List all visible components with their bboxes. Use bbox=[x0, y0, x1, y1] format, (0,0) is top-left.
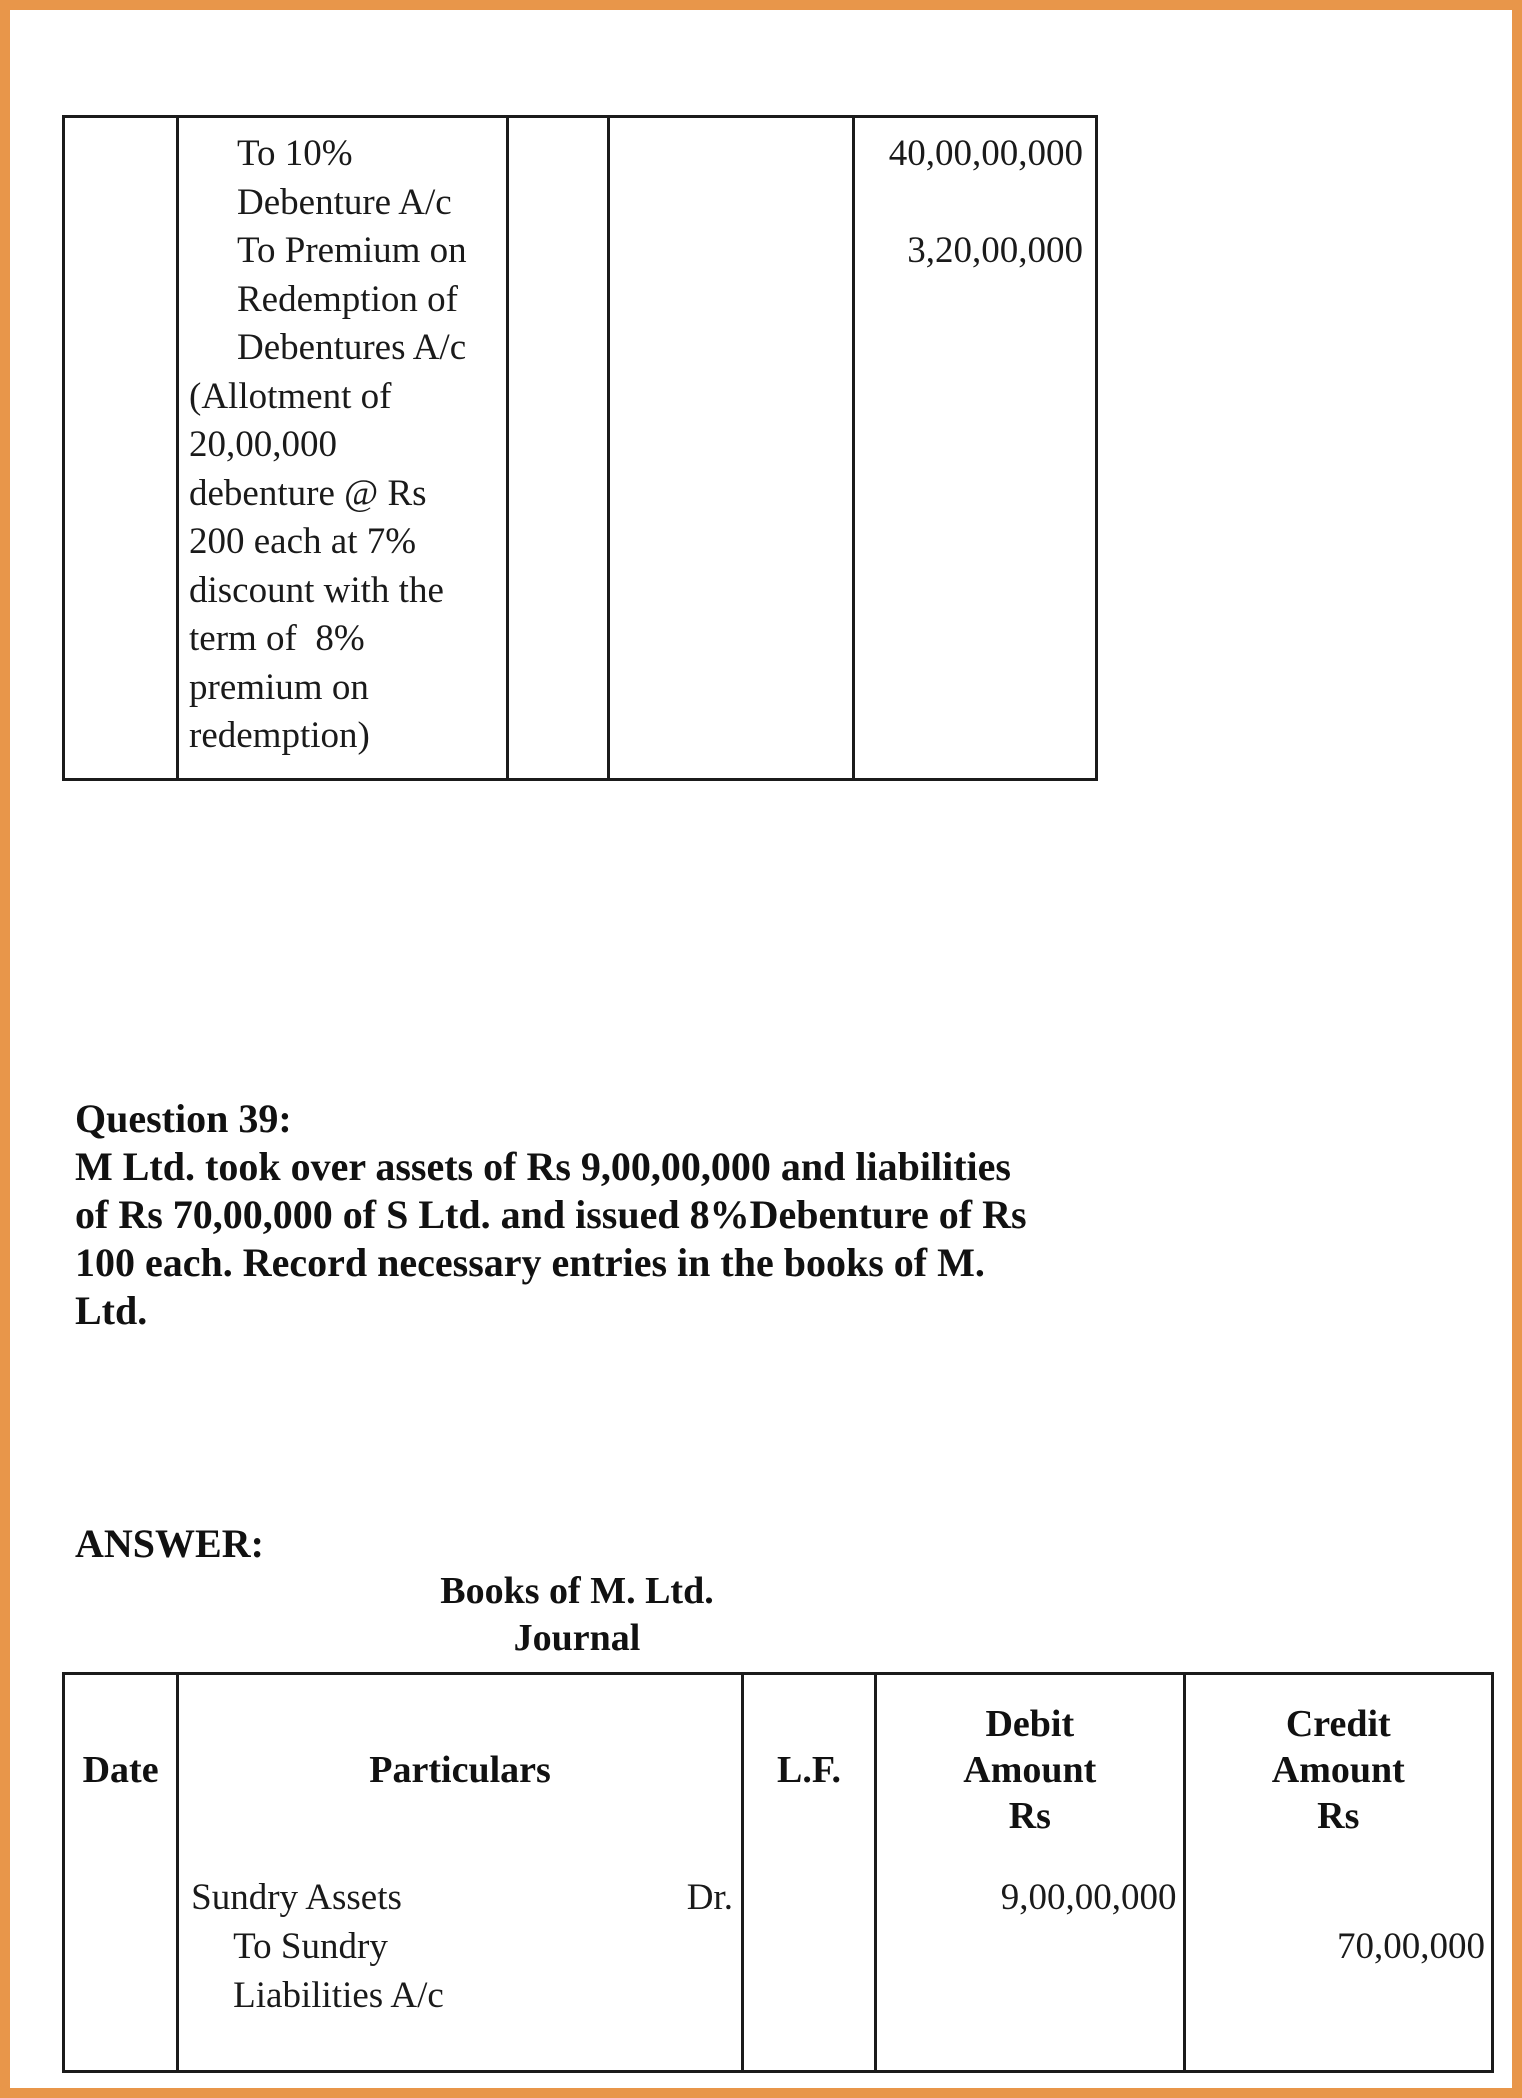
lf-value bbox=[509, 118, 607, 130]
credit-line: 40,00,00,000 bbox=[888, 133, 1083, 174]
particulars-main-row bbox=[191, 1873, 733, 1922]
particulars-line: To Premium on bbox=[237, 230, 467, 271]
cell-debit-amount bbox=[609, 117, 854, 780]
particulars-line: redemption) bbox=[189, 715, 370, 756]
books-title: Books of M. Ltd. bbox=[440, 1570, 714, 1612]
cell-particulars bbox=[178, 1865, 743, 2072]
particulars-dr-marker: Dr. bbox=[686, 1877, 733, 1918]
header-particulars-label: Particulars bbox=[369, 1749, 551, 1791]
cell-credit-amount bbox=[1184, 1865, 1492, 2072]
particulars-line: premium on bbox=[189, 666, 369, 708]
credit-values bbox=[855, 118, 1095, 276]
table-row bbox=[64, 1865, 1493, 2072]
header-debit-line: Rs bbox=[1008, 1795, 1051, 1837]
header-debit-line: Amount bbox=[963, 1749, 1097, 1791]
page-content bbox=[20, 20, 1502, 2078]
particulars-line: Debenture A/c bbox=[237, 181, 452, 223]
question-line: M Ltd. took over assets of Rs 9,00,00,000 and liabilities bbox=[75, 1144, 1011, 1189]
question-line: 100 each. Record necessary entries in the books of M. bbox=[75, 1240, 985, 1285]
question-label: Question 39: bbox=[75, 1096, 292, 1141]
lf-value bbox=[744, 1865, 874, 1873]
debit-line: 9,00,00,000 bbox=[1000, 1877, 1177, 1918]
credit-line: 70,00,000 bbox=[1337, 1926, 1485, 1967]
particulars-line: Redemption of bbox=[237, 278, 458, 320]
credit-line-spacer bbox=[855, 179, 1083, 228]
particulars-line: To 10% bbox=[237, 133, 353, 174]
journal-table-continued bbox=[62, 115, 1098, 781]
particulars-text bbox=[179, 118, 506, 761]
debit-value bbox=[610, 118, 852, 130]
header-date-label: Date bbox=[82, 1749, 159, 1791]
answer-label: ANSWER: bbox=[75, 1521, 264, 1566]
question-line: of Rs 70,00,000 of S Ltd. and issued 8%Debenture of Rs bbox=[75, 1192, 1027, 1237]
particulars-line: debenture @ Rs bbox=[189, 472, 427, 514]
header-lf-label: L.F. bbox=[776, 1749, 842, 1791]
cell-date bbox=[64, 1865, 178, 2072]
credit-line-spacer bbox=[1186, 1873, 1485, 1922]
header-debit-line: Debit bbox=[985, 1703, 1075, 1745]
table-header-row bbox=[64, 1674, 1493, 1866]
particulars-line: Liabilities A/c bbox=[233, 1975, 444, 2016]
header-credit-amount bbox=[1184, 1674, 1492, 1866]
particulars-line: term of 8% bbox=[189, 618, 365, 659]
debit-values bbox=[877, 1865, 1182, 1922]
question-block bbox=[75, 1095, 1475, 1335]
date-value bbox=[65, 1865, 176, 1873]
credit-values bbox=[1186, 1865, 1491, 1971]
journal-table bbox=[62, 1672, 1494, 2073]
cell-debit-amount bbox=[876, 1865, 1184, 2072]
particulars-account: Sundry Assets bbox=[191, 1877, 402, 1918]
cell-credit-amount bbox=[854, 117, 1097, 780]
header-particulars bbox=[178, 1674, 743, 1866]
header-credit-line: Rs bbox=[1317, 1795, 1360, 1837]
question-line: Ltd. bbox=[75, 1288, 148, 1333]
particulars-line: discount with the bbox=[189, 569, 444, 611]
particulars-line: 20,00,000 bbox=[189, 424, 337, 465]
credit-line: 3,20,00,000 bbox=[907, 230, 1083, 271]
journal-title: Journal bbox=[513, 1617, 641, 1659]
particulars-line: To Sundry bbox=[233, 1926, 388, 1967]
cell-particulars bbox=[178, 117, 508, 780]
particulars-line: Debentures A/c bbox=[237, 327, 467, 368]
cell-lf bbox=[742, 1865, 875, 2072]
header-credit-line: Credit bbox=[1285, 1703, 1391, 1745]
particulars-line: 200 each at 7% bbox=[189, 521, 417, 562]
particulars-line: (Allotment of bbox=[189, 375, 392, 417]
date-value bbox=[65, 118, 176, 130]
header-date bbox=[64, 1674, 178, 1866]
header-debit-amount bbox=[876, 1674, 1184, 1866]
header-credit-line: Amount bbox=[1271, 1749, 1405, 1791]
header-lf bbox=[742, 1674, 875, 1866]
table-row bbox=[64, 117, 1097, 780]
particulars-text bbox=[179, 1865, 741, 2020]
cell-lf bbox=[508, 117, 609, 780]
cell-date bbox=[64, 117, 178, 780]
